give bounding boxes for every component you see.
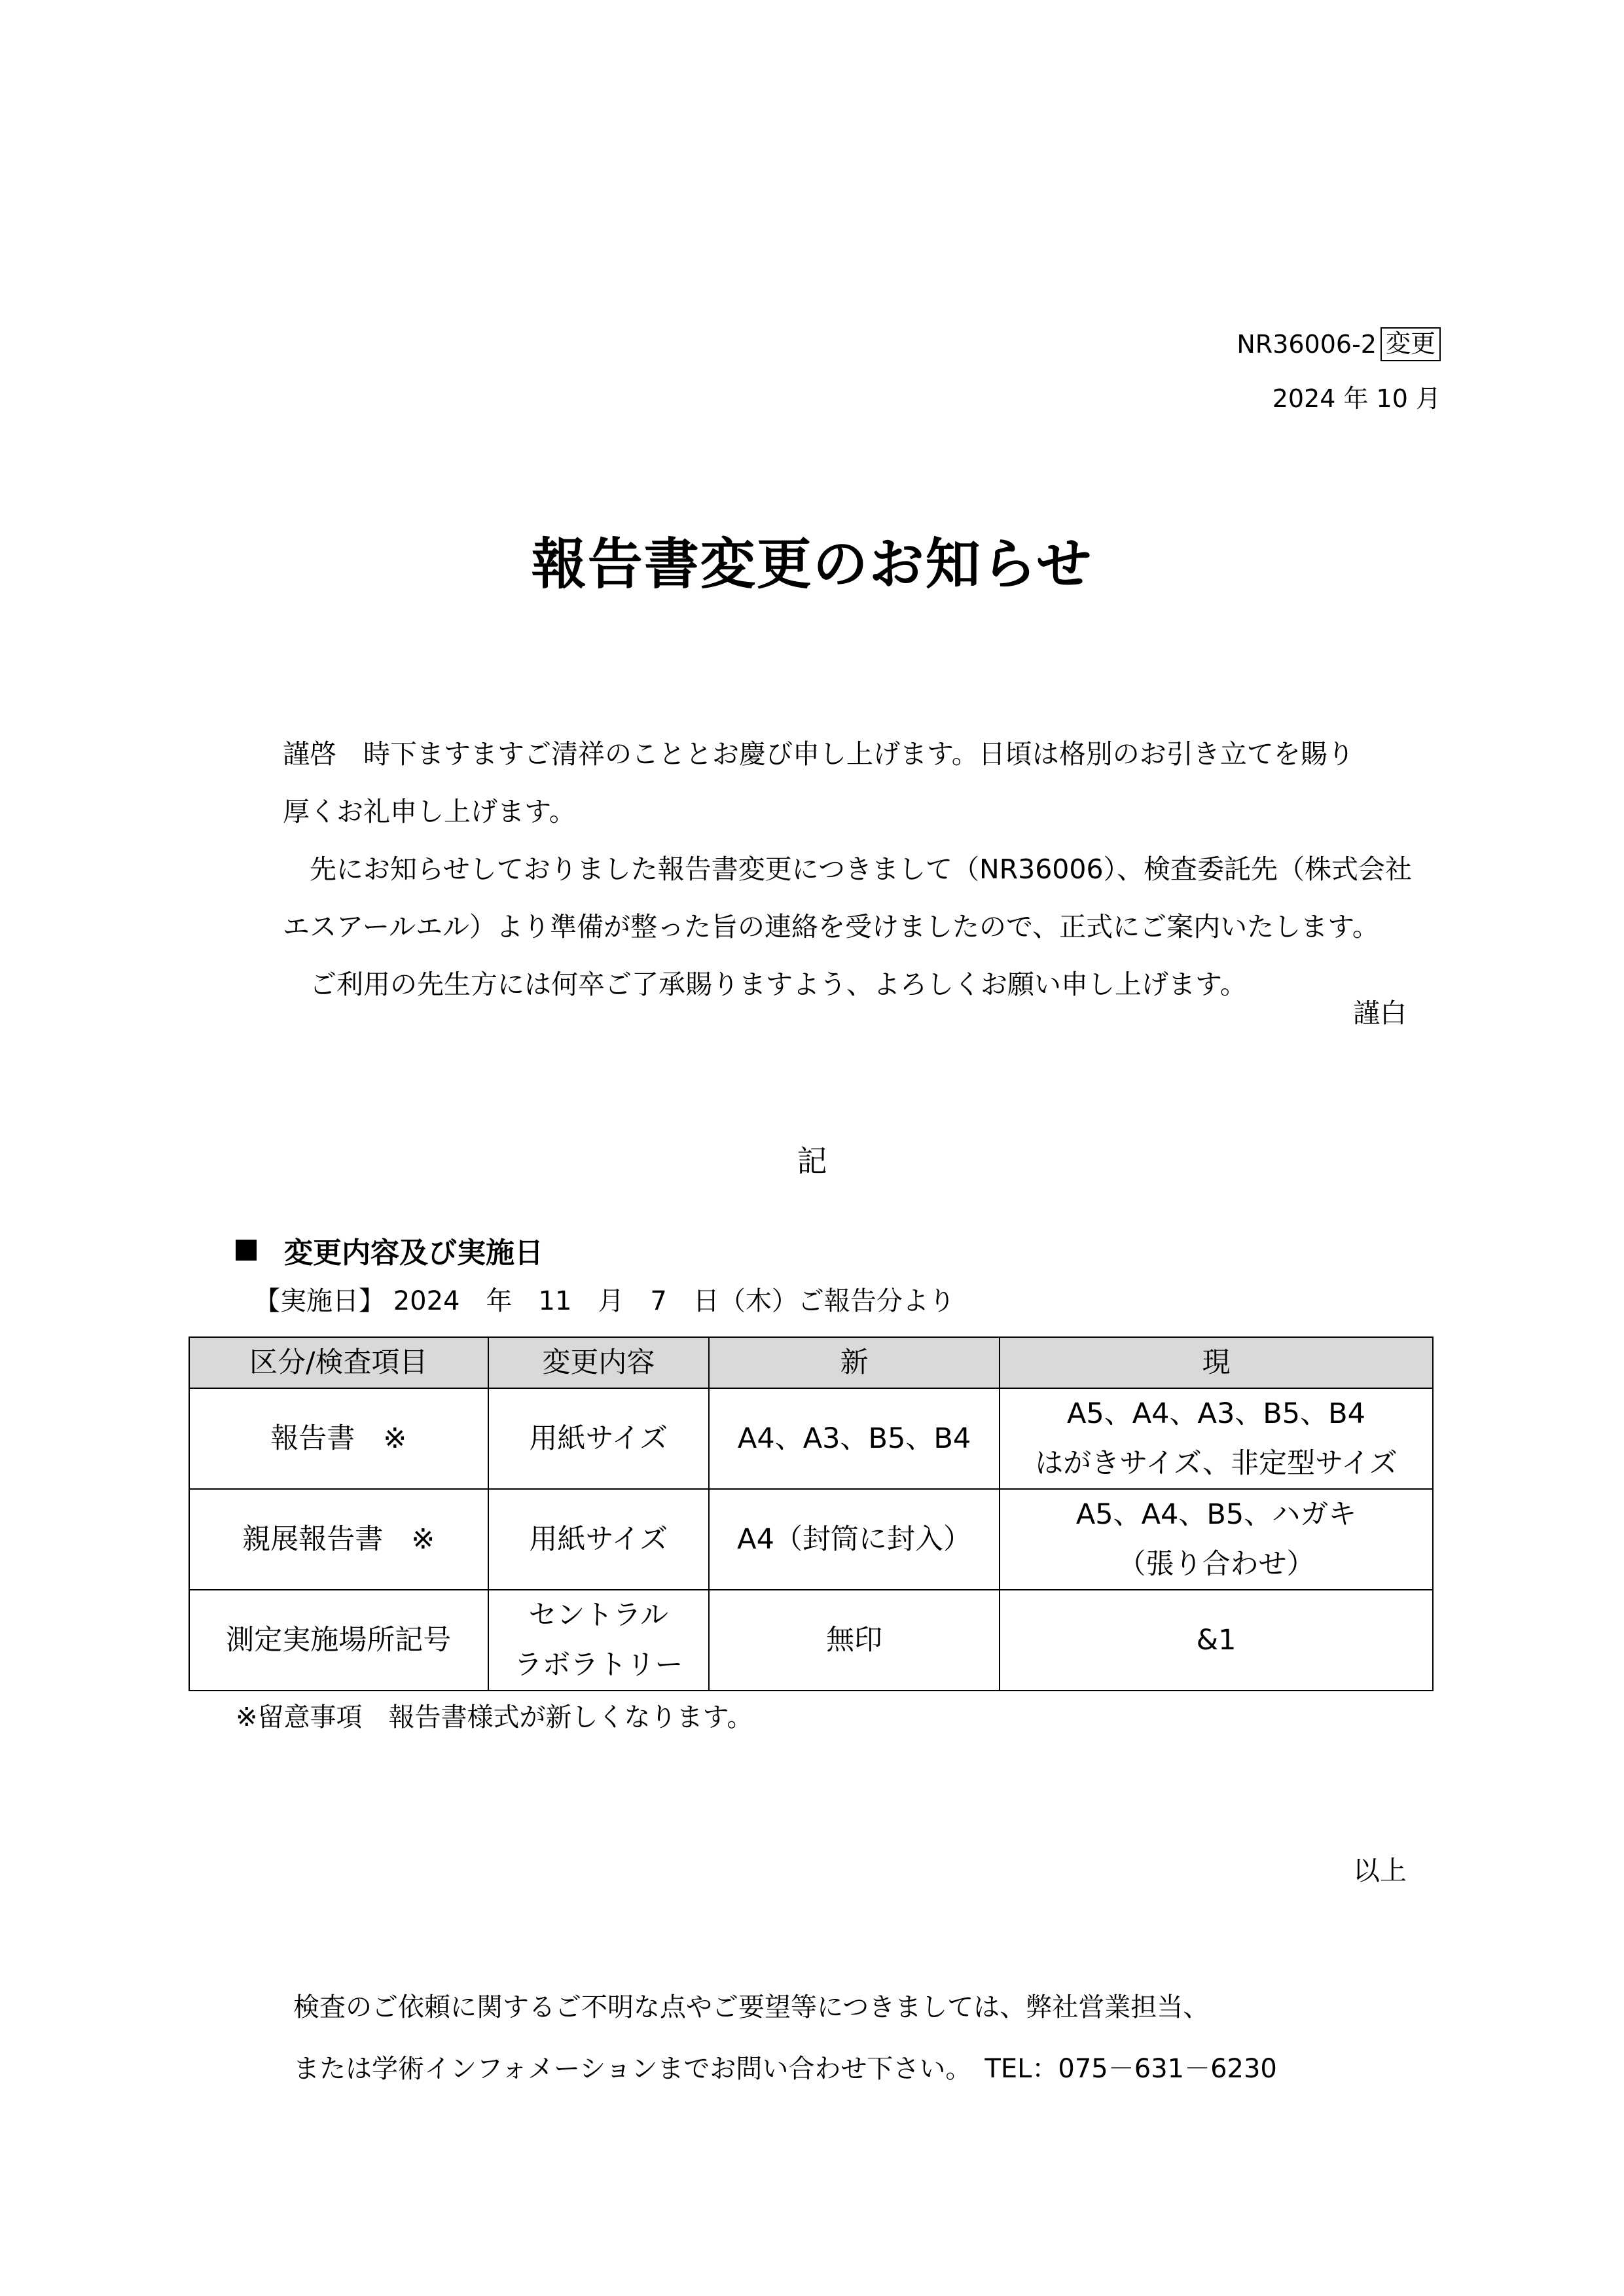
contact-footer <box>293 1977 1277 2100</box>
cell-change-line: セントラル <box>528 1599 669 1632</box>
cell-new: A4、A3、B5、B4 <box>709 1388 1000 1489</box>
implementation-date: 【実施日】 2024 年 11 月 7 日（木）ご報告分より <box>254 1286 955 1316</box>
cell-category: 報告書 ※ <box>189 1388 488 1489</box>
table-row <box>189 1489 1433 1590</box>
section-heading <box>236 1229 543 1271</box>
cell-current-line: &1 <box>1196 1624 1236 1657</box>
ijo-closing: 以上 <box>1353 1855 1407 1886</box>
cell-current <box>1000 1388 1433 1489</box>
footer-line: 検査のご依頼に関するご不明な点やご要望等につきましては、弊社営業担当、 <box>293 1992 1210 2022</box>
cell-current-line: （張り合わせ） <box>1117 1548 1315 1581</box>
closing-phrase: 謹白 <box>1353 997 1407 1029</box>
cell-change-line: ラボラトリー <box>514 1649 683 1681</box>
square-bullet-icon <box>236 1240 257 1261</box>
cell-change <box>488 1388 710 1489</box>
cell-change <box>488 1489 710 1590</box>
section-heading-text: 変更内容及び実施日 <box>284 1236 543 1270</box>
body-line: 先にお知らせしておりました報告書変更につきまして（NR36006）、検査委託先（株式会社 <box>283 853 1413 885</box>
cell-change <box>488 1590 710 1691</box>
body-paragraphs <box>283 725 1435 1013</box>
cell-current <box>1000 1489 1433 1590</box>
change-tag-box: 変更 <box>1380 327 1441 361</box>
cell-current-line: A5、A4、A3、B5、B4 <box>1066 1397 1366 1430</box>
document-number <box>1236 327 1441 361</box>
table-row <box>189 1388 1433 1489</box>
body-line: ご利用の先生方には何卒ご了承賜りますよう、よろしくお願い申し上げます。 <box>283 969 1247 1000</box>
cell-current-line: A5、A4、B5、ハガキ <box>1075 1498 1357 1531</box>
body-line: 厚くお礼申し上げます。 <box>283 796 576 827</box>
body-line: エスアールエル）より準備が整った旨の連絡を受けましたので、正式にご案内いたします。 <box>283 911 1379 942</box>
body-line: 謹啓 時下ますますご清祥のこととお慶び申し上げます。日頃は格別のお引き立てを賜り <box>283 738 1354 770</box>
cell-change-line: 用紙サイズ <box>529 1523 668 1556</box>
table-header-row <box>189 1337 1433 1388</box>
table-row <box>189 1590 1433 1691</box>
header-new: 新 <box>709 1337 1000 1388</box>
document-number-text: NR36006-2 <box>1236 329 1377 359</box>
changes-table <box>189 1336 1434 1691</box>
caution-note: ※留意事項 報告書様式が新しくなります。 <box>236 1702 753 1732</box>
issue-date: 2024 年 10 月 <box>1272 384 1441 413</box>
header-category: 区分/検査項目 <box>189 1337 488 1388</box>
page-title: 報告書変更のお知らせ <box>531 532 1093 596</box>
header-change: 変更内容 <box>488 1337 710 1388</box>
ki-heading: 記 <box>797 1143 827 1179</box>
cell-category: 測定実施場所記号 <box>189 1590 488 1691</box>
cell-new: 無印 <box>709 1590 1000 1691</box>
footer-line: または学術インフォメーションまでお問い合わせ下さい。 TEL：075－631－6230 <box>293 2054 1277 2084</box>
header-current: 現 <box>1000 1337 1433 1388</box>
cell-category: 親展報告書 ※ <box>189 1489 488 1590</box>
cell-current-line: はがきサイズ、非定型サイズ <box>1035 1447 1398 1480</box>
cell-new: A4（封筒に封入） <box>709 1489 1000 1590</box>
cell-change-line: 用紙サイズ <box>529 1422 668 1455</box>
cell-current <box>1000 1590 1433 1691</box>
